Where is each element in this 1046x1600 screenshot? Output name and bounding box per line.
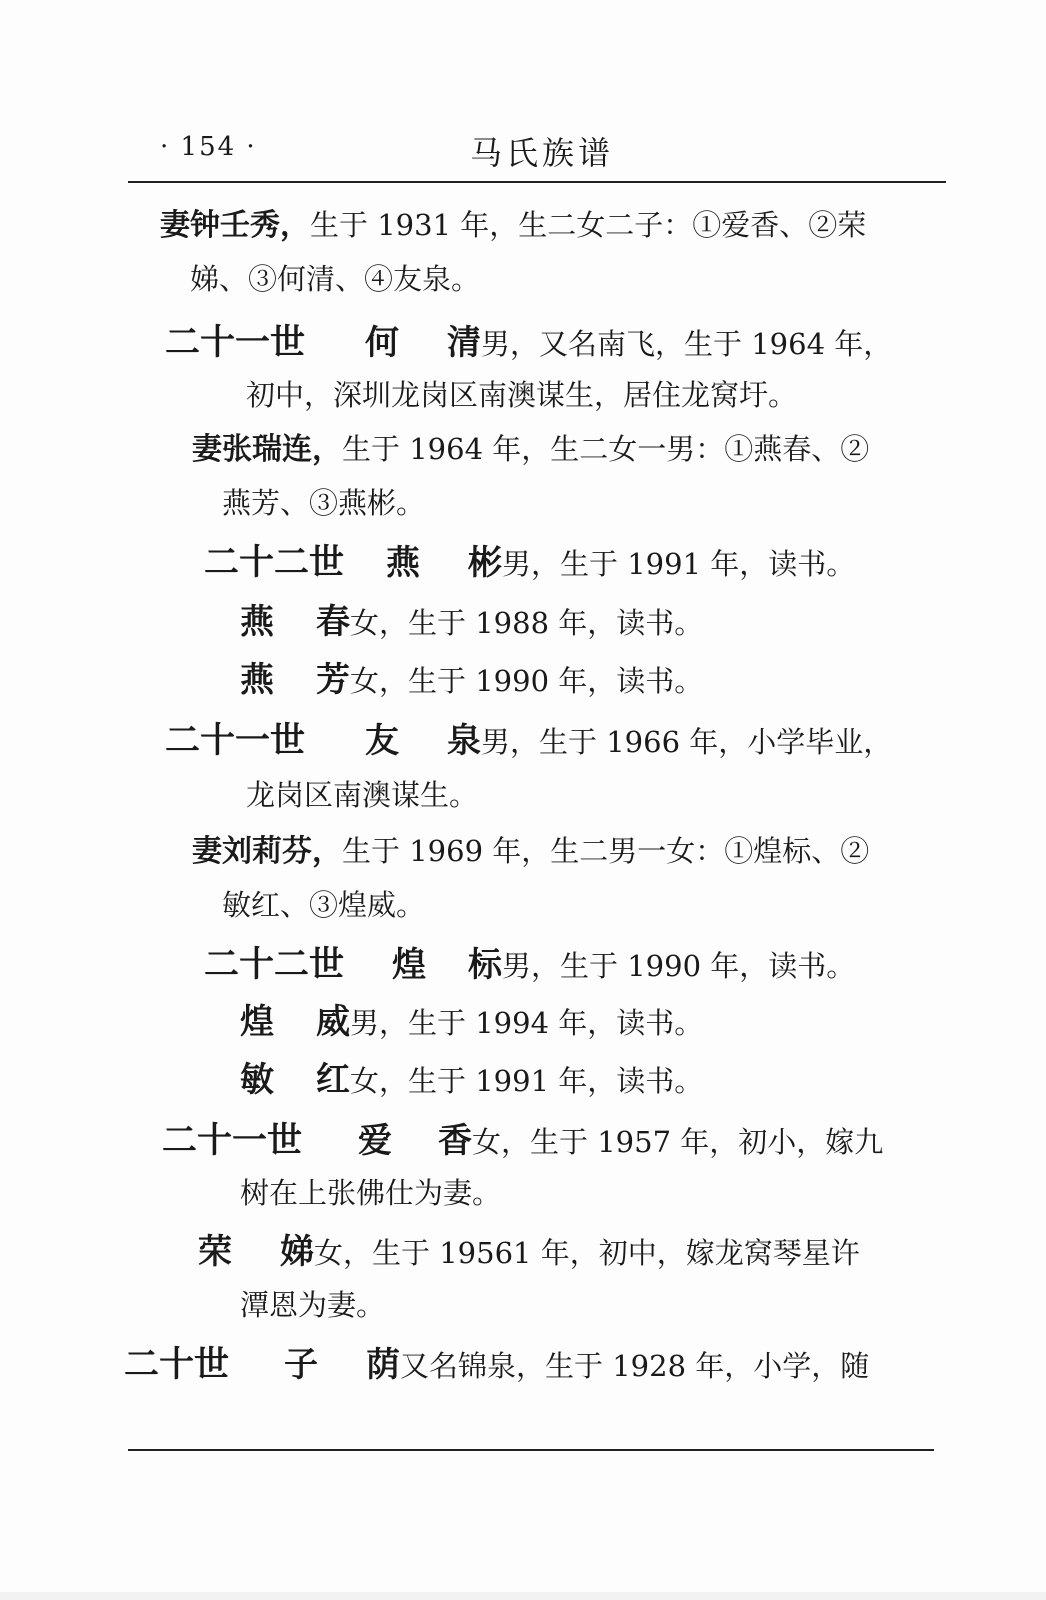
generation-label: 二十一世	[165, 323, 306, 363]
generation-label: 二十二世	[204, 543, 345, 583]
person-name-char: 红	[316, 1060, 350, 1100]
person-name-char: 燕	[240, 660, 274, 700]
entry-text: 娣、③何清、④友泉。	[190, 262, 481, 296]
entry-text: 生于 1931 年，生二女二子：①爱香、②荣	[310, 208, 867, 242]
entry-text: 女，生于 19561 年，初中，嫁龙窝琴星许	[314, 1236, 860, 1270]
entry-line	[240, 1176, 501, 1211]
entry-line	[198, 1232, 860, 1273]
entry-text: 女，生于 1991 年，读书。	[350, 1064, 704, 1098]
entry-line	[240, 1060, 703, 1101]
entry-text: 生于 1969 年，生二男一女：①煌标、②	[342, 834, 870, 868]
person-name-char: 爱	[358, 1121, 392, 1161]
entry-text: 男，又名南飞，生于 1964 年，	[481, 327, 893, 361]
person-name-char: 香	[438, 1121, 472, 1161]
entry-text: 女，生于 1957 年，初小，嫁九	[472, 1125, 884, 1159]
entry-text: 潭恩为妻。	[240, 1288, 386, 1322]
person-name-char: 荣	[198, 1232, 232, 1272]
page-edge	[0, 1592, 1046, 1600]
generation-label: 二十世	[124, 1345, 230, 1385]
person-name-char: 煌	[392, 945, 426, 985]
entry-text: 男，生于 1994 年，读书。	[350, 1006, 704, 1040]
generation-label: 二十一世	[162, 1121, 303, 1161]
entry-line	[165, 720, 892, 762]
entry-text: 燕芳、③燕彬。	[222, 486, 426, 520]
person-name-char: 荫	[366, 1345, 400, 1385]
entry-line	[165, 322, 892, 364]
wife-name: 妻钟壬秀，	[160, 208, 310, 243]
entry-line	[222, 888, 425, 923]
entry-text: 又名锦泉，生于 1928 年，小学，随	[400, 1349, 870, 1383]
person-name-char: 泉	[447, 721, 481, 761]
entry-line	[222, 486, 425, 521]
generation-label: 二十一世	[165, 721, 306, 761]
entry-line	[204, 542, 855, 584]
person-name-char: 威	[316, 1002, 350, 1042]
person-name-char: 清	[447, 323, 481, 363]
generation-label: 二十二世	[204, 945, 345, 985]
person-name-char: 煌	[240, 1002, 274, 1042]
person-name-char: 娣	[280, 1232, 314, 1272]
entry-text: 男，生于 1991 年，读书。	[502, 547, 856, 581]
person-name-char: 彬	[468, 543, 502, 583]
entry-text: 初中，深圳龙岗区南澳谋生，居住龙窝圩。	[246, 378, 798, 412]
entry-line	[124, 1344, 869, 1386]
person-name-char: 燕	[240, 602, 274, 642]
entry-line	[240, 1288, 385, 1323]
entry-line	[192, 834, 869, 870]
header-rule	[128, 181, 946, 183]
person-name-char: 敏	[240, 1060, 274, 1100]
entry-text: 男，生于 1990 年，读书。	[502, 949, 856, 983]
entry-text: 敏红、③煌威。	[222, 888, 426, 922]
entry-line	[246, 378, 797, 413]
entry-line	[240, 602, 703, 643]
entry-text: 生于 1964 年，生二女一男：①燕春、②	[342, 432, 870, 466]
entry-line	[162, 1120, 883, 1162]
page-number: · 154 ·	[160, 132, 257, 162]
person-name-char: 友	[365, 721, 399, 761]
person-name-char: 标	[468, 945, 502, 985]
person-name-char: 燕	[386, 543, 420, 583]
person-name-char: 何	[365, 323, 399, 363]
person-name-char: 子	[284, 1345, 318, 1385]
entry-line	[160, 208, 866, 244]
entry-line	[240, 1002, 703, 1043]
entry-line	[240, 660, 703, 701]
entry-text: 女，生于 1988 年，读书。	[350, 606, 704, 640]
entry-text: 龙岗区南澳谋生。	[246, 778, 479, 812]
entry-line	[192, 432, 869, 468]
footer-rule	[128, 1449, 934, 1451]
entry-text: 女，生于 1990 年，读书。	[350, 664, 704, 698]
page-title: 马氏族谱	[470, 134, 615, 172]
entry-line	[246, 778, 478, 813]
entry-line	[204, 944, 855, 986]
person-name-char: 春	[316, 602, 350, 642]
wife-name: 妻刘莉芬，	[192, 834, 342, 869]
person-name-char: 芳	[316, 660, 350, 700]
entry-line	[190, 262, 480, 297]
entry-text: 男，生于 1966 年，小学毕业，	[481, 725, 893, 759]
entry-text: 树在上张佛仕为妻。	[240, 1176, 502, 1210]
wife-name: 妻张瑞连，	[192, 432, 342, 467]
